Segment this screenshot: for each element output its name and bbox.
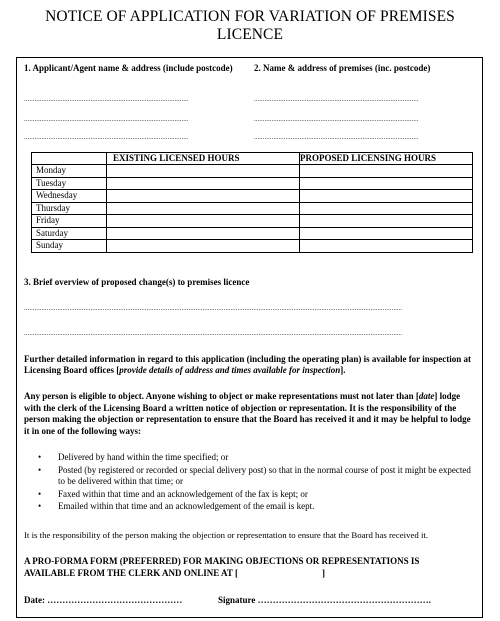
proposed-hours-cell[interactable]: [300, 165, 473, 178]
objection-text-b: ] lodge with the clerk of the Licensing Board a written notice of objection or representation. It is the responsibility of the person making the objection or representation to ensure that the Board has received it and it may be helpful to lodge it in one of the following ways:: [24, 391, 471, 436]
objection-text-italic: date: [418, 391, 435, 401]
existing-hours-cell[interactable]: [107, 227, 300, 240]
col-proposed-hours: PROPOSED LICENSING HOURS: [300, 153, 473, 165]
list-item-text: Delivered by hand within the time specified; or: [58, 452, 229, 462]
bullet-icon: •: [38, 452, 42, 462]
table-row: [32, 240, 473, 253]
signature-field[interactable]: Signature ………………………………………………….: [218, 595, 431, 605]
premises-line-1[interactable]: ..............................................................................................: [254, 95, 419, 103]
applicant-line-3[interactable]: ..............................................................................................: [24, 133, 189, 141]
day-label: Saturday: [32, 227, 107, 240]
list-item: [38, 501, 473, 513]
day-label: Thursday: [32, 202, 107, 215]
info-text-a: Further detailed information in regard to this application (including the operating plan) is available for inspection at Licensing Board offices [: [24, 354, 472, 375]
overview-line-1[interactable]: ........................................................................................................................................................................................................................: [24, 304, 402, 312]
table-row: [32, 165, 473, 178]
proposed-hours-cell[interactable]: [300, 202, 473, 215]
proforma-line-1: A PRO-FORMA FORM (PREFERRED) FOR MAKING OBJECTIONS OR REPRESENTATIONS IS: [24, 556, 420, 566]
day-label: Wednesday: [32, 190, 107, 203]
existing-hours-cell[interactable]: [107, 165, 300, 178]
info-paragraph: [24, 354, 474, 376]
table-row: [32, 215, 473, 228]
bullet-icon: •: [38, 501, 42, 511]
overview-line-2[interactable]: ........................................................................................................................................................................................................................: [24, 329, 402, 337]
table-row: [32, 190, 473, 203]
title-line-2: LICENCE: [216, 26, 284, 43]
section-1-heading: 1. Applicant/Agent name & address (include postcode): [24, 63, 233, 73]
day-label: Monday: [32, 165, 107, 178]
table-row: [32, 227, 473, 240]
submission-methods-list: [38, 452, 473, 514]
title-line-1: NOTICE OF APPLICATION FOR VARIATION OF PREMISES: [45, 8, 455, 25]
list-item-text: Emailed within that time and an acknowledgement of the email is kept.: [58, 501, 315, 511]
applicant-line-1[interactable]: ..............................................................................................: [24, 95, 189, 103]
list-item: [38, 452, 473, 464]
bullet-icon: •: [38, 464, 42, 475]
premises-line-3[interactable]: ..............................................................................................: [254, 133, 419, 141]
responsibility-text: It is the responsibility of the person making the objection or representation to ensure that the Board has received it.: [24, 530, 429, 540]
proforma-close-bracket: ]: [321, 568, 325, 578]
info-text-b: ].: [340, 365, 346, 375]
objection-paragraph: [24, 391, 474, 437]
section-3-heading: 3. Brief overview of proposed change(s) to premises licence: [24, 277, 250, 287]
table-row: [32, 177, 473, 190]
proposed-hours-cell[interactable]: [300, 240, 473, 253]
info-text-italic: provide details of address and times available for inspection: [119, 365, 341, 375]
list-item-text: Posted (by registered or recorded or special delivery post) so that in the normal course of post it might be expected to be delivered within that time; or: [58, 464, 471, 486]
existing-hours-cell[interactable]: [107, 215, 300, 228]
proposed-hours-cell[interactable]: [300, 215, 473, 228]
proposed-hours-cell[interactable]: [300, 227, 473, 240]
existing-hours-cell[interactable]: [107, 240, 300, 253]
table-row: [32, 202, 473, 215]
list-item-text: Faxed within that time and an acknowledgement of the fax is kept; or: [58, 488, 308, 499]
objection-text-a: Any person is eligible to object. Anyone wishing to object or make representations must not later than [: [24, 391, 419, 401]
table-header-row: [32, 153, 473, 165]
premises-line-2[interactable]: ..............................................................................................: [254, 115, 419, 123]
licensing-hours-table: [31, 152, 473, 253]
existing-hours-cell[interactable]: [107, 202, 300, 215]
col-existing-hours: EXISTING LICENSED HOURS: [107, 153, 300, 165]
existing-hours-cell[interactable]: [107, 177, 300, 190]
existing-hours-cell[interactable]: [107, 190, 300, 203]
day-label: Tuesday: [32, 177, 107, 190]
page-title: [0, 8, 500, 44]
date-field[interactable]: Date: ………………………………………: [24, 595, 183, 605]
list-item: [38, 489, 473, 501]
proposed-hours-cell[interactable]: [300, 190, 473, 203]
bullet-icon: •: [38, 488, 42, 499]
section-2-heading: 2. Name & address of premises (inc. postcode): [254, 63, 431, 73]
proposed-hours-cell[interactable]: [300, 177, 473, 190]
day-label: Friday: [32, 215, 107, 228]
list-item: [38, 465, 473, 488]
applicant-line-2[interactable]: ..............................................................................................: [24, 115, 189, 123]
proforma-line-2: [24, 568, 479, 579]
day-label: Sunday: [32, 240, 107, 253]
table-header-blank: [32, 153, 107, 165]
proforma-text: AVAILABLE FROM THE CLERK AND ONLINE AT [: [24, 568, 238, 578]
